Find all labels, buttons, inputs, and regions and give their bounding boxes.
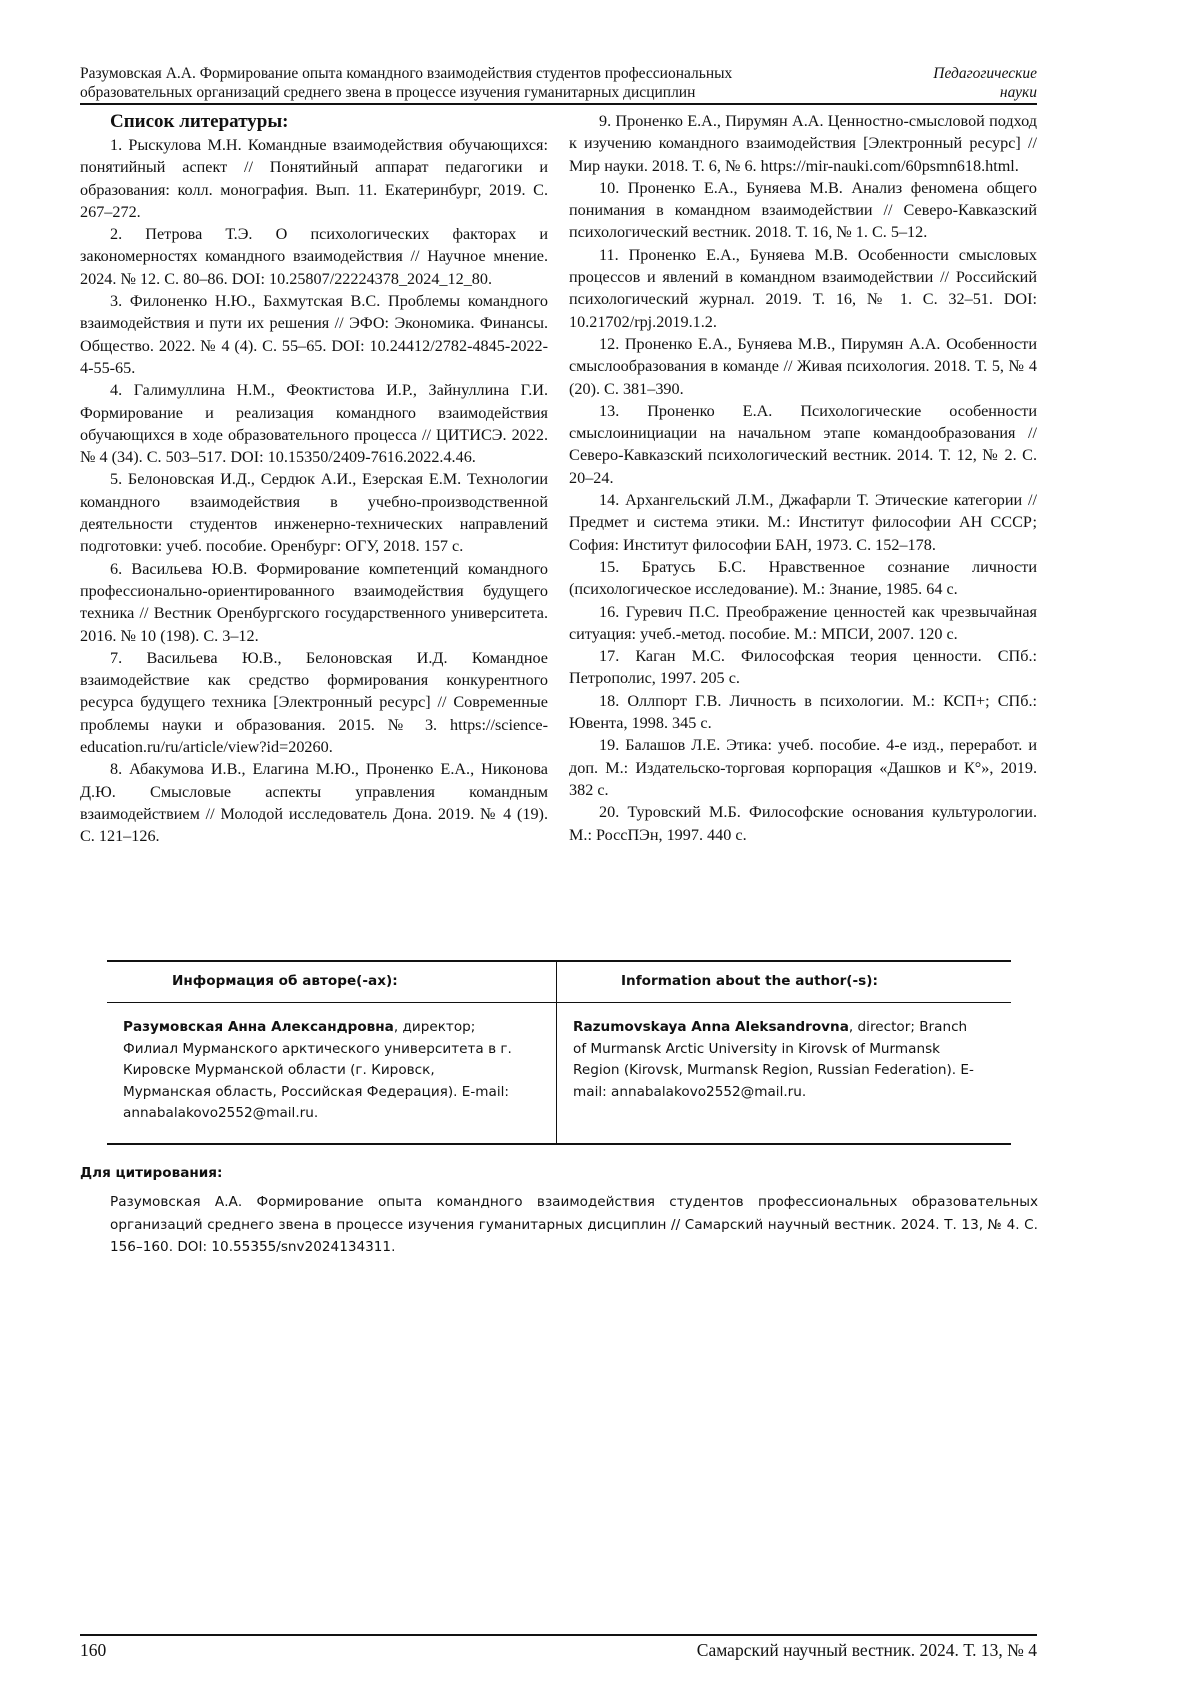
citation-title: Для цитирования:: [80, 1165, 222, 1181]
reference-item: 11. Проненко Е.А., Буняева М.В. Особенности смысловых процессов и явлений в командном взаимодействии // Российский психологический журнал. 2019. Т. 16, № 1. С. 32–51. DOI: 10.21702/rpj.2019.1.2.: [569, 244, 1037, 333]
reference-item: 7. Васильева Ю.В., Белоновская И.Д. Командное взаимодействие как средство формирования конкурентного ресурса будущего техника [Электронный ресурс] // Современные проблемы науки и образования. 2015. № 3. https://science-education.ru/ru/article/view?id=20260.: [80, 647, 548, 758]
author-name-en: Razumovskaya Anna Aleksandrovna: [573, 1019, 849, 1035]
author-info-heading-ru: Информация об авторе(-ах):: [107, 962, 557, 1002]
reference-item: 20. Туровский М.Б. Философские основания культурологии. М.: РоссПЭн, 1997. 440 с.: [569, 801, 1037, 846]
journal-name: Самарский научный вестник. 2024. Т. 13, № 4: [697, 1639, 1037, 1661]
reference-item: 17. Каган М.С. Философская теория ценности. СПб.: Петрополис, 1997. 205 с.: [569, 645, 1037, 690]
header-title-line-2: образовательных организаций среднего звена в процессе изучения гуманитарных дисциплин: [80, 83, 870, 102]
author-name-ru: Разумовская Анна Александровна: [123, 1019, 394, 1035]
reference-item: 9. Проненко Е.А., Пирумян А.А. Ценностно-смысловой подход к изучению командного взаимодействия [Электронный ресурс] // Мир науки. 2018. Т. 6, № 6. https://mir-nauki.com/60psmn618.html.: [569, 110, 1037, 177]
citation-text: Разумовская А.А. Формирование опыта командного взаимодействия студентов профессиональных образовательных организаций среднего звена в процессе изучения гуманитарных дисциплин // Самарский научный вестник. 2024. Т. 13, № 4. С. 156–160. DOI: 10.55355/snv2024134311.: [110, 1191, 1038, 1259]
reference-item: 13. Проненко Е.А. Психологические особенности смыслоинициации на начальном этапе командообразования // Северо-Кавказский психологический вестник. 2014. Т. 12, № 2. С. 20–24.: [569, 400, 1037, 489]
references-section: [80, 110, 1037, 848]
author-info-heading-en: Information about the author(-s):: [557, 962, 1007, 1002]
reference-item: 6. Васильева Ю.В. Формирование компетенций командного профессионально-ориентированного взаимодействия будущего техника // Вестник Оренбургского государственного университета. 2016. № 10 (198). С. 3–12.: [80, 558, 548, 647]
reference-item: 4. Галимуллина Н.М., Феоктистова И.Р., Зайнуллина Г.И. Формирование и реализация командного взаимодействия обучающихся в ходе образовательного процесса // ЦИТИСЭ. 2022. № 4 (34). С. 503–517. DOI: 10.15350/2409-7616.2022.4.46.: [80, 379, 548, 468]
references-right-column: [569, 110, 1037, 848]
header-section-line-2: науки: [877, 83, 1037, 102]
running-header: [80, 64, 1037, 105]
reference-item: 14. Архангельский Л.М., Джафарли Т. Этические категории // Предмет и система этики. М.: Институт философии АН СССР; София: Институт философии БАН, 1973. С. 152–178.: [569, 489, 1037, 556]
header-article-title: [80, 64, 870, 102]
reference-item: 18. Оллпорт Г.В. Личность в психологии. М.: КСП+; СПб.: Ювента, 1998. 345 с.: [569, 690, 1037, 735]
reference-item: 12. Проненко Е.А., Буняева М.В., Пирумян А.А. Особенности смыслообразования в команде // Живая психология. 2018. Т. 5, № 4 (20). С. 381–390.: [569, 333, 1037, 400]
header-section: [877, 64, 1037, 102]
references-left-column: [80, 110, 548, 848]
header-section-line-1: Педагогические: [877, 64, 1037, 83]
author-info-body-row: [107, 1002, 1011, 1143]
reference-item: 16. Гуревич П.С. Преображение ценностей как чрезвычайная ситуация: учеб.-метод. пособие. М.: МПСИ, 2007. 120 с.: [569, 601, 1037, 646]
author-info-ru: [107, 1003, 557, 1143]
page-footer: [80, 1634, 1037, 1661]
reference-item: 19. Балашов Л.Е. Этика: учеб. пособие. 4-е изд., переработ. и доп. М.: Издательско-торговая корпорация «Дашков и К°», 2019. 382 с.: [569, 734, 1037, 801]
header-title-line-1: Разумовская А.А. Формирование опыта командного взаимодействия студентов профессиональных: [80, 64, 870, 83]
author-details-ru: , директор; Филиал Мурманского арктического университета в г. Кировске Мурманской области (г. Кировск, Мурманская область, Российская Федерация). E-mail: annabalakovo2552@mail.ru.: [123, 1019, 512, 1121]
author-info-table: [107, 960, 1011, 1145]
reference-item: 5. Белоновская И.Д., Сердюк А.И., Езерская Е.М. Технологии командного взаимодействия в учебно-производственной деятельности студентов инженерно-технических направлений подготовки: учеб. пособие. Оренбург: ОГУ, 2018. 157 с.: [80, 468, 548, 557]
reference-item: 15. Братусь Б.С. Нравственное сознание личности (психологическое исследование). М.: Знание, 1985. 64 с.: [569, 556, 1037, 601]
reference-item: 1. Рыскулова М.Н. Командные взаимодействия обучающихся: понятийный аспект // Понятийный аппарат педагогики и образования: колл. монография. Вып. 11. Екатеринбург, 2019. С. 267–272.: [80, 134, 548, 223]
references-title: Список литературы:: [110, 110, 548, 134]
author-info-header-row: [107, 962, 1011, 1002]
reference-item: 3. Филоненко Н.Ю., Бахмутская В.С. Проблемы командного взаимодействия и пути их решения // ЭФО: Экономика. Финансы. Общество. 2022. № 4 (4). С. 55–65. DOI: 10.24412/2782-4845-2022-4-55-65.: [80, 290, 548, 379]
journal-page: [0, 0, 1200, 1697]
author-details-en: , director; Branch of Murmansk Arctic University in Kirovsk of Murmansk Region (Kirovsk, Murmansk Region, Russian Federation). E-mail: annabalakovo2552@mail.ru.: [573, 1019, 974, 1100]
page-number: 160: [80, 1639, 106, 1661]
reference-item: 2. Петрова Т.Э. О психологических факторах и закономерностях командного взаимодействия // Научное мнение. 2024. № 12. С. 80–86. DOI: 10.25807/22224378_2024_12_80.: [80, 223, 548, 290]
reference-item: 8. Абакумова И.В., Елагина М.Ю., Проненко Е.А., Никонова Д.Ю. Смысловые аспекты управления командным взаимодействием // Молодой исследователь Дона. 2019. № 4 (19). С. 121–126.: [80, 758, 548, 847]
reference-item: 10. Проненко Е.А., Буняева М.В. Анализ феномена общего понимания в командном взаимодействии // Северо-Кавказский психологический вестник. 2018. Т. 16, № 1. С. 5–12.: [569, 177, 1037, 244]
author-info-en: [557, 1003, 1007, 1143]
